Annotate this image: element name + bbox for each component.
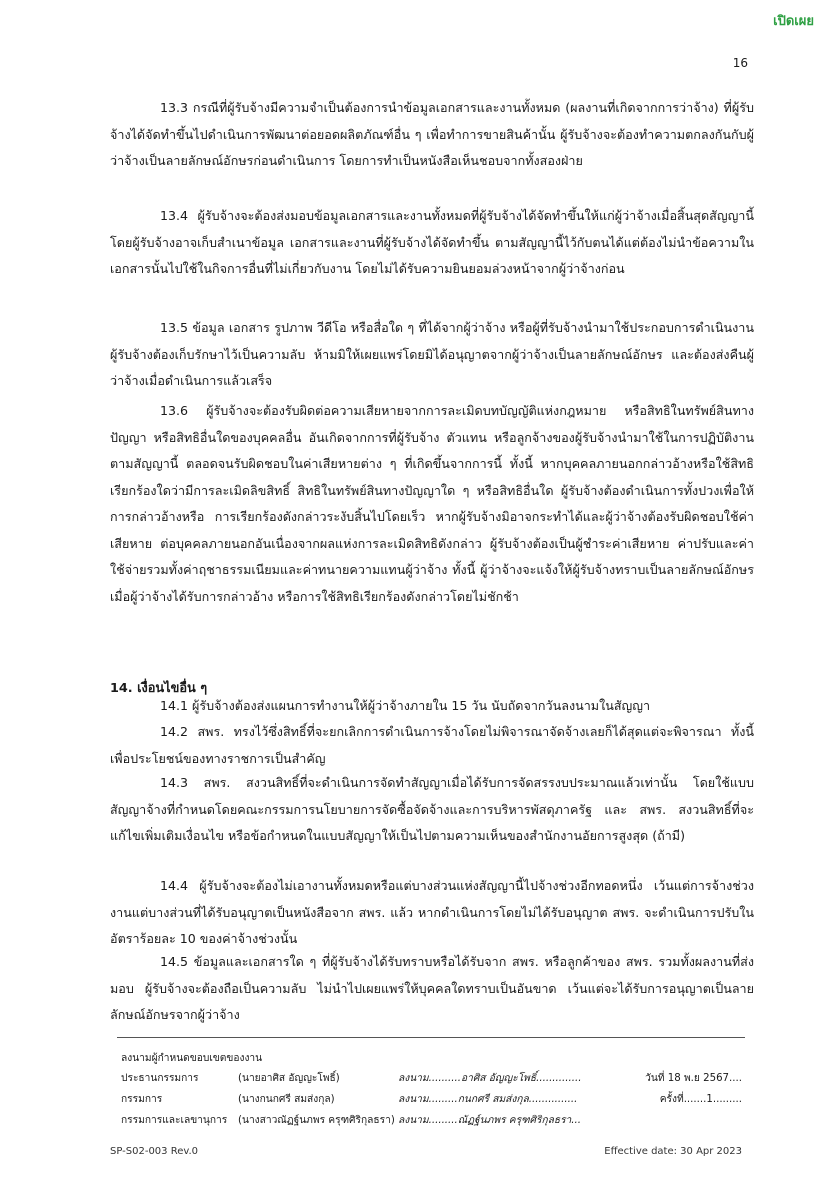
signature-line: ลงนาม.........กนกศรี สมส่งกุล............... bbox=[398, 1094, 578, 1105]
footer-effective-date: Effective date: 30 Apr 2023 bbox=[604, 1146, 742, 1157]
paragraph-13-3-text: 13.3 กรณีที่ผู้รับจ้างมีความจำเป็นต้องการนำข้อมูลเอกสารและงานทั้งหมด (ผลงานที่เกิดจากการว่าจ้าง) ที่ผู้รับจ้างได้จัดทำขึ้นไปดำเนินการพัฒนาต่อยอดผลิตภัณฑ์อื่น ๆ เพื่อทำการขายสินค้านั้น ผู้รับจ้างจะต้องทำความตกลงกันกับผู้ว่าจ้างเป็นลายลักษณ์อักษรก่อนดำเนินการ โดยการทำเป็นหนังสือเห็นชอบจากทั้งสองฝ่าย bbox=[110, 100, 754, 168]
signature-divider bbox=[117, 1037, 745, 1038]
signature-name: (นางสาวณัฏฐ์นภพร ครุฑศิริกุลธรา) bbox=[238, 1115, 395, 1126]
paragraph-13-4 bbox=[110, 203, 754, 283]
signature-name: (นางกนกศรี สมส่งกุล) bbox=[238, 1094, 335, 1105]
signature-revision: ครั้งที่.......1......... bbox=[659, 1094, 742, 1105]
section-heading-14: 14. เงื่อนไขอื่น ๆ bbox=[110, 681, 208, 696]
paragraph-13-6 bbox=[110, 398, 754, 610]
signature-role: ประธานกรรมการ bbox=[121, 1073, 199, 1084]
signature-block-title: ลงนามผู้กำหนดขอบเขตของงาน bbox=[121, 1053, 263, 1064]
paragraph-13-5-text: 13.5 ข้อมูล เอกสาร รูปภาพ วีดีโอ หรือสื่อใด ๆ ที่ได้จากผู้ว่าจ้าง หรือผู้ที่รับจ้างนำมาใช้ประกอบการดำเนินงาน ผู้รับจ้างต้องเก็บรักษาไว้เป็นความลับ ห้ามมิให้เผยแพร่โดยมิได้อนุญาตจากผู้ว่าจ้างเป็นลายลักษณ์อักษร และต้องส่งคืนผู้ว่าจ้างเมื่อดำเนินการแล้วเสร็จ bbox=[110, 320, 754, 388]
signature-name: (นายอาศิส อัญญะโพธิ์) bbox=[238, 1073, 340, 1084]
paragraph-13-5 bbox=[110, 315, 754, 395]
paragraph-14-2-text: 14.2 สพร. ทรงไว้ซึ่งสิทธิ์ที่จะยกเลิกการดำเนินการจ้างโดยไม่พิจารณาจัดจ้างเลยก็ได้สุดแต่จะพิจารณา ทั้งนี้ เพื่อประโยชน์ของทางราชการเป็นสำคัญ bbox=[110, 724, 754, 766]
paragraph-14-3 bbox=[110, 770, 754, 850]
signature-role: กรรมการและเลขานุการ bbox=[121, 1115, 228, 1126]
signature-line: ลงนาม..........อาศิส อัญญะโพธิ์.............. bbox=[398, 1073, 582, 1084]
paragraph-14-4-text: 14.4 ผู้รับจ้างจะต้องไม่เอางานทั้งหมดหรือแต่บางส่วนแห่งสัญญานี้ไปจ้างช่วงอีกทอดหนึ่ง เว้นแต่การจ้างช่วงงานแต่บางส่วนที่ได้รับอนุญาตเป็นหนังสือจาก สพร. แล้ว หากดำเนินการโดยไม่ได้รับอนุญาต สพร. จะดำเนินการปรับในอัตราร้อยละ 10 ของค่าจ้างช่วงนั้น bbox=[110, 878, 754, 946]
signature-date: วันที่ 18 พ.ย 2567.... bbox=[645, 1073, 742, 1084]
footer-doc-code: SP-S02-003 Rev.0 bbox=[110, 1146, 199, 1157]
paragraph-14-1-text: 14.1 ผู้รับจ้างต้องส่งแผนการทำงานให้ผู้ว่าจ้างภายใน 15 วัน นับถัดจากวันลงนามในสัญญา bbox=[160, 698, 651, 713]
paragraph-14-5 bbox=[110, 949, 754, 1029]
page-number: 16 bbox=[732, 56, 748, 70]
paragraph-14-3-text: 14.3 สพร. สงวนสิทธิ์ที่จะดำเนินการจัดทำสัญญาเมื่อได้รับการจัดสรรงบประมาณแล้วเท่านั้น โดยใช้แบบสัญญาจ้างที่กำหนดโดยคณะกรรมการนโยบายการจัดซื้อจัดจ้างและการบริหารพัสดุภาครัฐ และ สพร. สงวนสิทธิ์ที่จะแก้ไขเพิ่มเติมเงื่อนไข หรือข้อกำหนดในแบบสัญญาให้เป็นไปตามความเห็นของสำนักงานอัยการสูงสุด (ถ้ามี) bbox=[110, 775, 754, 843]
paragraph-14-4 bbox=[110, 873, 754, 953]
signature-role: กรรมการ bbox=[121, 1094, 163, 1105]
paragraph-14-5-text: 14.5 ข้อมูลและเอกสารใด ๆ ที่ผู้รับจ้างได้รับทราบหรือได้รับจาก สพร. หรือลูกค้าของ สพร. รวมทั้งผลงานที่ส่งมอบ ผู้รับจ้างจะต้องถือเป็นความลับ ไม่นำไปเผยแพร่ให้บุคคลใดทราบเป็นอันขาด เว้นแต่จะได้รับการอนุญาตเป็นลายลักษณ์อักษรจากผู้ว่าจ้าง bbox=[110, 954, 754, 1022]
paragraph-14-1 bbox=[110, 693, 754, 720]
paragraph-14-2 bbox=[110, 719, 754, 772]
paragraph-13-3 bbox=[110, 95, 754, 175]
signature-line: ลงนาม.........ณัฏฐ์นภพร ครุฑศิริกุลธรา... bbox=[398, 1115, 581, 1126]
classification-label: เปิดเผย bbox=[773, 14, 814, 29]
paragraph-13-6-text: 13.6 ผู้รับจ้างจะต้องรับผิดต่อความเสียหายจากการละเมิดบทบัญญัติแห่งกฎหมาย หรือสิทธิในทรัพย์สินทางปัญญา หรือสิทธิอื่นใดของบุคคลอื่น อันเกิดจากการที่ผู้รับจ้าง ตัวแทน หรือลูกจ้างของผู้รับจ้างนำมาใช้ในการปฏิบัติงานตามสัญญานี้ ตลอดจนรับผิดชอบในค่าเสียหายต่าง ๆ ที่เกิดขึ้นจากการนี้ ทั้งนี้ หากบุคคลภายนอกกล่าวอ้างหรือใช้สิทธิเรียกร้องใดว่ามีการละเมิดลิขสิทธิ์ สิทธิในทรัพย์สินทางปัญญาใด ๆ หรือสิทธิอื่นใด ผู้รับจ้างต้องดำเนินการทั้งปวงเพื่อให้ การกล่าวอ้างหรือ การเรียกร้องดังกล่าวระงับสิ้นไปโดยเร็ว หากผู้รับจ้างมิอาจกระทำได้และผู้ว่าจ้างต้องรับผิดชอบใช้ค่าเสียหาย ต่อบุคคลภายนอกอันเนื่องจากผลแห่งการละเมิดสิทธิดังกล่าว ผู้รับจ้างต้องเป็นผู้ชำระค่าเสียหาย ค่าปรับและค่าใช้จ่ายรวมทั้งค่าฤชาธรรมเนียมและค่าทนายความแทนผู้ว่าจ้าง ทั้งนี้ ผู้ว่าจ้างจะแจ้งให้ผู้รับจ้างทราบเป็นลายลักษณ์อักษร เมื่อผู้ว่าจ้างได้รับการกล่าวอ้าง หรือการใช้สิทธิเรียกร้องดังกล่าวโดยไม่ชักช้า bbox=[110, 403, 754, 604]
paragraph-13-4-text: 13.4 ผู้รับจ้างจะต้องส่งมอบข้อมูลเอกสารและงานทั้งหมดที่ผู้รับจ้างได้จัดทำขึ้นให้แก่ผู้ว่าจ้างเมื่อสิ้นสุดสัญญานี้ โดยผู้รับจ้างอาจเก็บสำเนาข้อมูล เอกสารและงานที่ผู้รับจ้างได้จัดทำขึ้น ตามสัญญานี้ไว้กับตนได้แต่ต้องไม่นำข้อความในเอกสารนั้นไปใช้ในกิจการอื่นที่ไม่เกี่ยวกับงาน โดยไม่ได้รับความยินยอมล่วงหน้าจากผู้ว่าจ้างก่อน bbox=[110, 208, 754, 276]
